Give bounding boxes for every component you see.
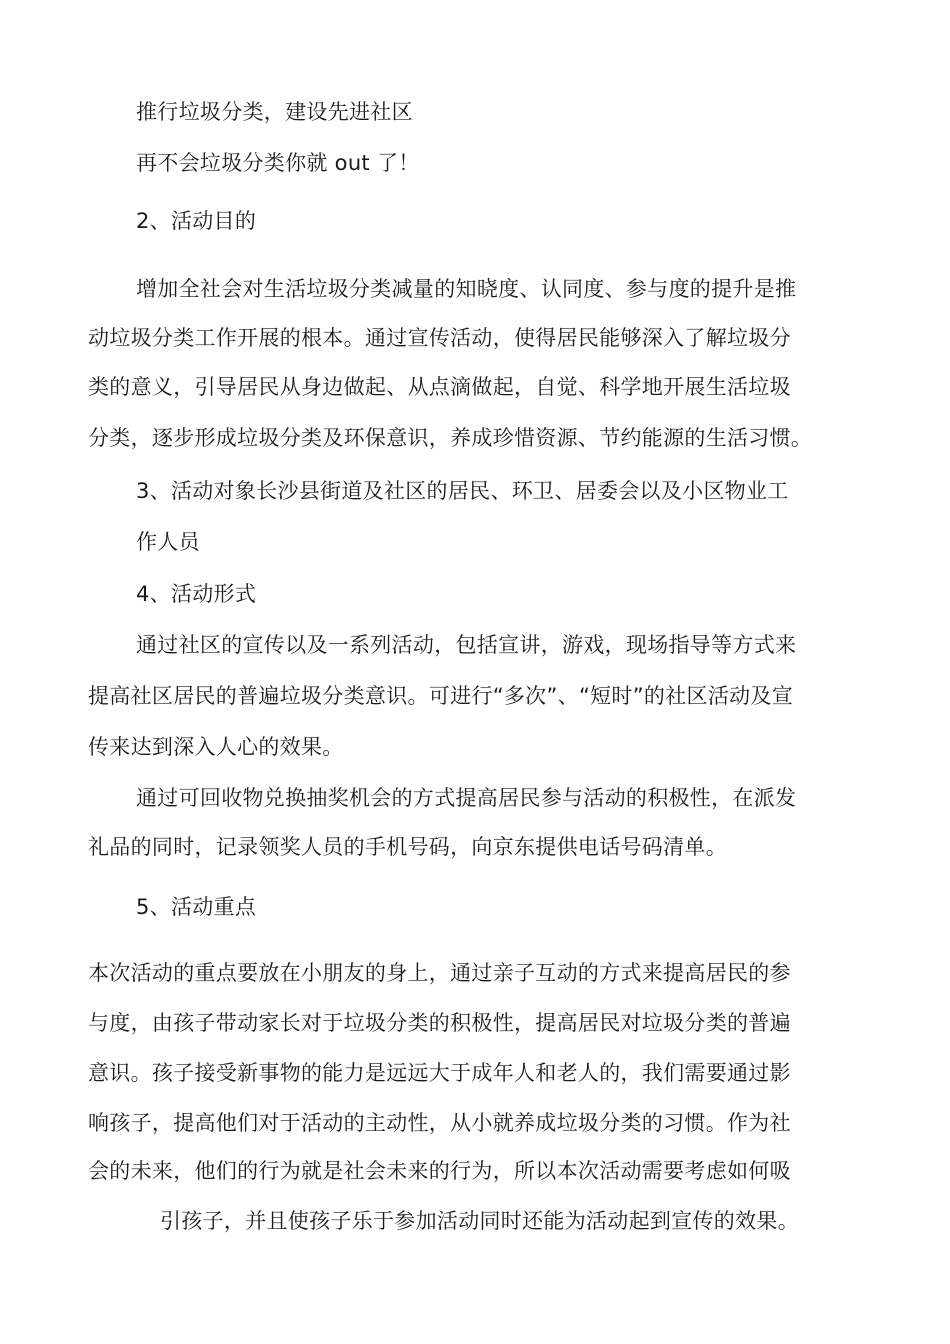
section-heading: 4、活动形式	[136, 582, 257, 606]
paragraph-line: 通过社区的宣传以及一系列活动，包括宣讲，游戏，现场指导等方式来	[136, 633, 797, 657]
paragraph-line: 响孩子，提高他们对于活动的主动性，从小就养成垃圾分类的习惯。作为社	[88, 1111, 791, 1135]
paragraph-line: 作人员	[136, 530, 200, 554]
paragraph-line: 提高社区居民的普遍垃圾分类意识。可进行“多次”、“短时”的社区活动及宣	[88, 684, 794, 708]
paragraph-line: 通过可回收物兑换抽奖机会的方式提高居民参与活动的积极性，在派发	[136, 786, 797, 810]
section-heading: 5、活动重点	[136, 895, 257, 919]
paragraph-line: 与度，由孩子带动家长对于垃圾分类的积极性，提高居民对垃圾分类的普遍	[88, 1011, 791, 1035]
section-heading: 2、活动目的	[136, 209, 257, 233]
paragraph-line: 3、活动对象长沙县街道及社区的居民、环卫、居委会以及小区物业工	[136, 479, 789, 503]
paragraph-line: 引孩子，并且使孩子乐于参加活动同时还能为活动起到宣传的效果。	[160, 1209, 799, 1233]
paragraph-line: 意识。孩子接受新事物的能力是远远大于成年人和老人的，我们需要通过影	[88, 1061, 791, 1085]
paragraph-line: 会的未来，他们的行为就是社会未来的行为，所以本次活动需要考虑如何吸	[88, 1159, 791, 1183]
slogan-line: 推行垃圾分类，建设先进社区	[136, 100, 413, 124]
paragraph-line: 类的意义，引导居民从身边做起、从点滴做起，自觉、科学地开展生活垃圾	[88, 375, 791, 399]
slogan-line: 再不会垃圾分类你就 out 了！	[136, 151, 420, 175]
paragraph-line: 传来达到深入人心的效果。	[88, 735, 344, 759]
paragraph-line: 本次活动的重点要放在小朋友的身上，通过亲子互动的方式来提高居民的参	[88, 961, 791, 985]
paragraph-line: 增加全社会对生活垃圾分类减量的知晓度、认同度、参与度的提升是推	[136, 277, 797, 301]
paragraph-line: 动垃圾分类工作开展的根本。通过宣传活动，使得居民能够深入了解垃圾分	[88, 326, 791, 350]
paragraph-line: 礼品的同时，记录领奖人员的手机号码，向京东提供电话号码清单。	[88, 835, 727, 859]
paragraph-line: 分类，逐步形成垃圾分类及环保意识，养成珍惜资源、节约能源的生活习惯。	[88, 426, 813, 450]
